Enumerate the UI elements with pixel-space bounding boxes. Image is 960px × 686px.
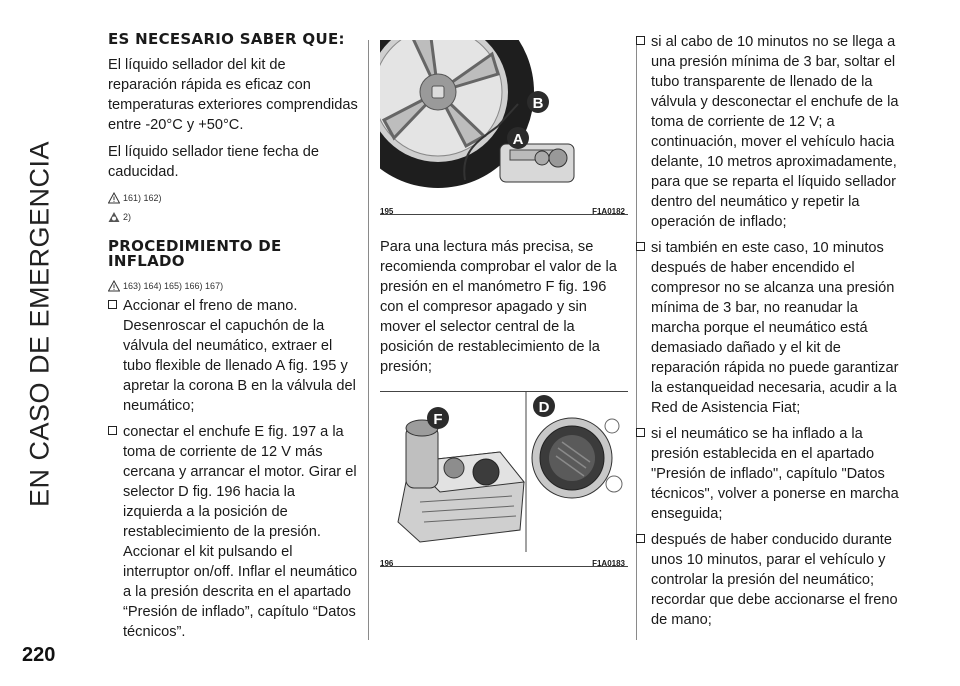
paragraph-expiry: El líquido sellador tiene fecha de caducidad. <box>108 144 319 180</box>
warning-refs-2 <box>108 277 358 294</box>
checkbox-bullet-icon <box>108 300 117 309</box>
caution-refs <box>108 208 358 225</box>
column-2 <box>380 40 628 567</box>
callout-a-marker <box>507 127 529 149</box>
list-item-text: Accionar el freno de mano. Desenroscar el capuchón de la válvula del neumático, extraer el tubo flexible de llenado A fig. 195 y apretar la corona B en la válvula del neumático; <box>123 298 356 414</box>
compressor-illustration <box>380 392 628 552</box>
list-item <box>108 422 358 642</box>
page-number: 220 <box>22 644 56 666</box>
figure-196-caption <box>380 552 628 566</box>
figure-number: 196 <box>380 559 394 568</box>
paragraph-pressure-reading: Para una lectura más precisa, se recomienda comprobar el valor de la presión en el manómetro F fig. 196 con el compresor apagado y sin mover el selector central de la posición de restablecimiento de la presión; <box>380 239 617 375</box>
tire-valve-illustration <box>380 40 628 200</box>
callout-b-label: B <box>532 95 544 112</box>
figure-number: 195 <box>380 207 394 216</box>
column-3 <box>636 32 906 636</box>
procedure-list <box>108 296 358 642</box>
figure-196 <box>380 391 628 567</box>
procedure-list-continued <box>636 32 906 630</box>
list-item-text: conectar el enchufe E fig. 197 a la toma de corriente de 12 V más cercana y arrancar el motor. Girar el selector D fig. 196 hacia la izquierda a la posición de restablecimiento de la presión. Accionar el kit pulsando el interruptor on/off. Inflar el neumático a la presión descrita en el apartado “Presión de inflado”, capítulo “Datos técnicos”. <box>123 424 358 640</box>
caution-icon <box>108 211 120 223</box>
checkbox-bullet-icon <box>636 36 645 45</box>
warning-ref-text: 161) 162) <box>123 192 162 203</box>
callout-f-label: F <box>433 411 443 428</box>
checkbox-bullet-icon <box>108 426 117 435</box>
callout-d-label: D <box>538 399 550 416</box>
column-1 <box>108 32 358 648</box>
column-divider-1 <box>368 40 369 640</box>
figure-195 <box>380 40 628 215</box>
checkbox-bullet-icon <box>636 428 645 437</box>
caution-ref-text: 2) <box>123 211 132 222</box>
list-item <box>636 530 906 630</box>
warning-ref-text: 163) 164) 165) 166) 167) <box>123 280 224 291</box>
callout-b-marker <box>527 91 549 113</box>
warning-refs-1 <box>108 189 358 206</box>
list-item-text: si también en este caso, 10 minutos después de haber encendido el compresor no se alcanza una presión mínima de 3 bar, no reanudar la marcha porque el neumático está demasiado dañado y el kit de reparación rápida no puede garantizar la estanqueidad necesaria, acudir a la Red de Asistencia Fiat; <box>651 240 899 416</box>
list-item-text: después de haber conducido durante unos 10 minutos, parar el vehículo y controlar la presión del neumático; recordar que debe accionarse el freno de mano; <box>651 532 898 628</box>
list-item-text: si el neumático se ha inflado a la presión establecida en el apartado "Presión de inflado", capítulo "Datos técnicos", volver a ponerse en marcha enseguida; <box>651 426 899 522</box>
list-item <box>636 238 906 418</box>
section-title-text: EN CASO DE EMERGENCIA <box>24 140 55 508</box>
callout-d-marker <box>533 395 555 417</box>
list-item <box>108 296 358 416</box>
list-item <box>636 424 906 524</box>
checkbox-bullet-icon <box>636 242 645 251</box>
callout-a-label: A <box>512 131 524 148</box>
section-sidebar-title <box>18 24 62 624</box>
paragraph-temperature: El líquido sellador del kit de reparación rápida es eficaz con temperaturas exteriores comprendidas entre -20°C y +50°C. <box>108 57 358 133</box>
list-item <box>636 32 906 232</box>
list-item-text: si al cabo de 10 minutos no se llega a una presión mínima de 3 bar, soltar el tubo transparente de llenado de la válvula y desconectar el enchufe de la toma de corriente de 12 V; a continuación, mover el vehículo hacia delante, 10 metros aproximadamente, para que se reparta el líquido sellador dentro del neumático y repetir la operación de inflado; <box>651 34 899 230</box>
figure-code: F1A0183 <box>592 559 625 568</box>
checkbox-bullet-icon <box>636 534 645 543</box>
figure-code: F1A0182 <box>592 207 625 216</box>
heading-es-necesario-saber: ES NECESARIO SABER QUE: <box>108 30 345 48</box>
figure-195-caption <box>380 200 628 214</box>
warning-icon <box>108 280 120 292</box>
callout-f-marker <box>427 407 449 429</box>
heading-procedimiento-inflado: PROCEDIMIENTO DE INFLADO <box>108 237 282 270</box>
warning-icon <box>108 192 120 204</box>
